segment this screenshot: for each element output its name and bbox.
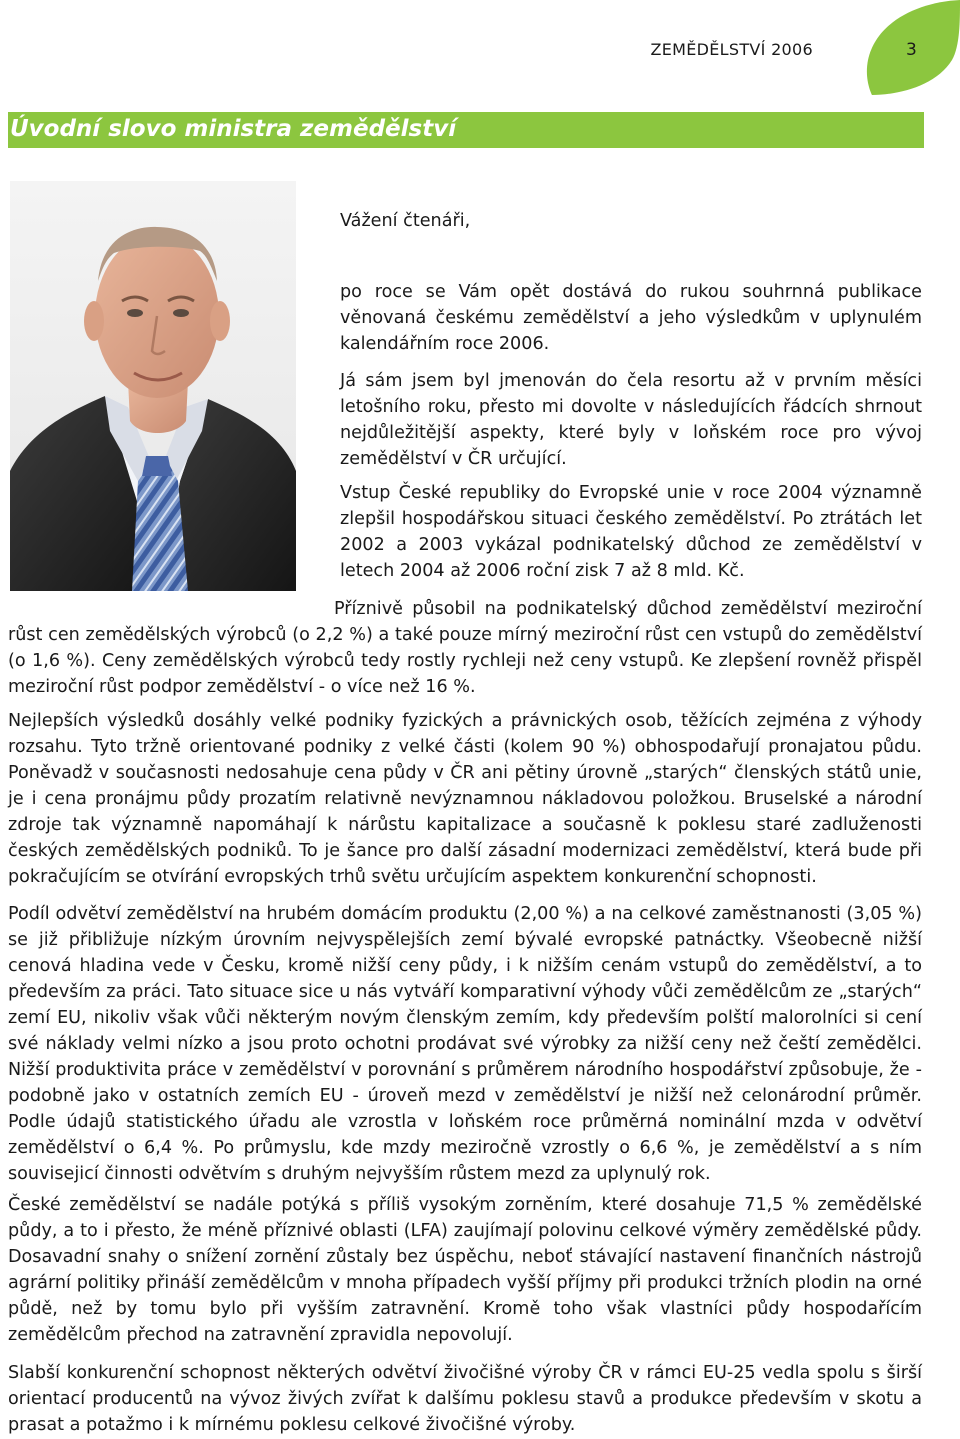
title-banner <box>8 112 924 148</box>
paragraph-appointment: Já sám jsem byl jmenován do čela resortu až v prvním měsíci letošního roku, přesto mi dovolte v následujících řádcích shrnout nejdůležitější aspekty, které byly v loňském roce pro vývoj zemědělství v ČR určující. <box>340 371 922 469</box>
paragraph-intro: po roce se Vám opět dostává do rukou souhrnná publikace věnovaná českému zemědělství a jeho výsledkům v uplynulém kalendářním roce 2006. <box>340 282 922 354</box>
running-header: ZEMĚDĚLSTVÍ 2006 <box>650 40 813 59</box>
page-number: 3 <box>906 40 917 60</box>
paragraph-livestock: Slabší konkurenční schopnost některých odvětví živočišné výroby ČR v rámci EU-25 vedla spolu s širší orientací producentů na vývoz živých zvířat k dalšímu poklesu stavů a produkce především v skotu a prasat a potažmo i k mírnému poklesu celkové živočišné výroby. <box>8 1363 922 1435</box>
paragraph-eu-accession: Vstup České republiky do Evropské unie v roce 2004 významně zlepšil hospodářskou situaci českého zemědělství. Po ztrátách let 2002 a 2003 vykázal podnikatelský důchod ze zemědělství v letech 2004 až 2006 roční zisk 7 až 8 mld. Kč. <box>340 483 922 581</box>
person-portrait-photo <box>10 181 296 591</box>
paragraph-price-growth: Příznivě působil na podnikatelský důchod zemědělství meziroční růst cen zemědělských výrobců (o 2,2 %) a také pouze mírný meziroční růst cen vstupů do zemědělství (o 1,6 %). Ceny zemědělských výrobců tedy rostly rychleji než ceny vstupů. Ke zlepšení rovněž přispěl meziroční růst podpor zemědělství - o více než 16 %. <box>8 599 922 697</box>
paragraph-arable-land: České zemědělství se nadále potýká s příliš vysokým zorněním, které dosahuje 71,5 % zemědělské půdy, a to i přesto, že méně příznivé oblasti (LFA) zaujímají polovinu celkové výměry zemědělské půdy. Dosavadní snahy o snížení zornění zůstaly bez úspěchu, neboť stávající nastavení finančních nástrojů agrární politiky přináší zemědělcům v mnoha případech vyšší příjmy při produkci tržních plodin na orné půdě, než by tomu bylo při vyšším zatravnění. Kromě toho však vlastníci půdy hospodařícím zemědělcům přechod na zatravnění zpravidla nepovolují. <box>8 1195 922 1345</box>
paragraph-large-enterprises: Nejlepších výsledků dosáhly velké podniky fyzických a právnických osob, těžících zejména z výhody rozsahu. Tyto tržně orientované podniky z velké části (kolem 90 %) obhospodařují pronajatou půdu. Poněvadž v současnosti nedosahuje cena půdy v ČR ani pětiny úrovně „starých“ členských států unie, je i cena pronájmu půdy prozatím relativně nevýznamnou nákladovou položkou. Bruselské a národní zdroje tak významně napomáhají k nárůstu kapitalizace a současně k poklesu staré zadluženosti českých zemědělských podniků. To je šance pro další zásadní modernizaci zemědělství, která bude při pokračujícím se otvírání evropských trhů světu určujícím aspektem konkurenční schopnosti. <box>8 711 922 887</box>
salutation: Vážení čtenáři, <box>340 211 471 231</box>
paragraph-gdp-share: Podíl odvětví zemědělství na hrubém domácím produktu (2,00 %) a na celkové zaměstnanosti (3,05 %) se již přibližuje nízkým úrovním nejvyspělejších zemí bývalé evropské patnáctky. Všeobecně nižší cenová hladina vede v Česku, kromě nižší ceny půdy, i k nižším cenám vstupů do zemědělství, a to především za práci. Tato situace sice u nás vytváří komparativní výhody vůči zemědělcům ze „starých“ zemí EU, nikoliv však vůči některým novým členským zemím, kdy především polští malorolníci si cení své náklady velmi nízko a jsou proto ochotni prodávat své výrobky za nižší ceny než čeští zemědělci. Nižší produktivita práce v zemědělství v porovnání s průměrem národního hospodářství způsobuje, že - podobně jako v ostatních zemích EU - úroveň mezd v zemědělství je nižší než celonárodní průměr. Podle údajů statistického úřadu ale vzrostla v loňském roce průměrná nominální mzda v odvětví zemědělství o 6,4 %. Po průmyslu, kde mzdy meziročně vzrostly o 6,6 %, je zemědělství a s ním souvisejicí činnosti odvětvím s druhým nejvyšším růstem mezd za uplynulý rok. <box>8 904 922 1184</box>
page-title: Úvodní slovo ministra zemědělství <box>10 116 457 142</box>
